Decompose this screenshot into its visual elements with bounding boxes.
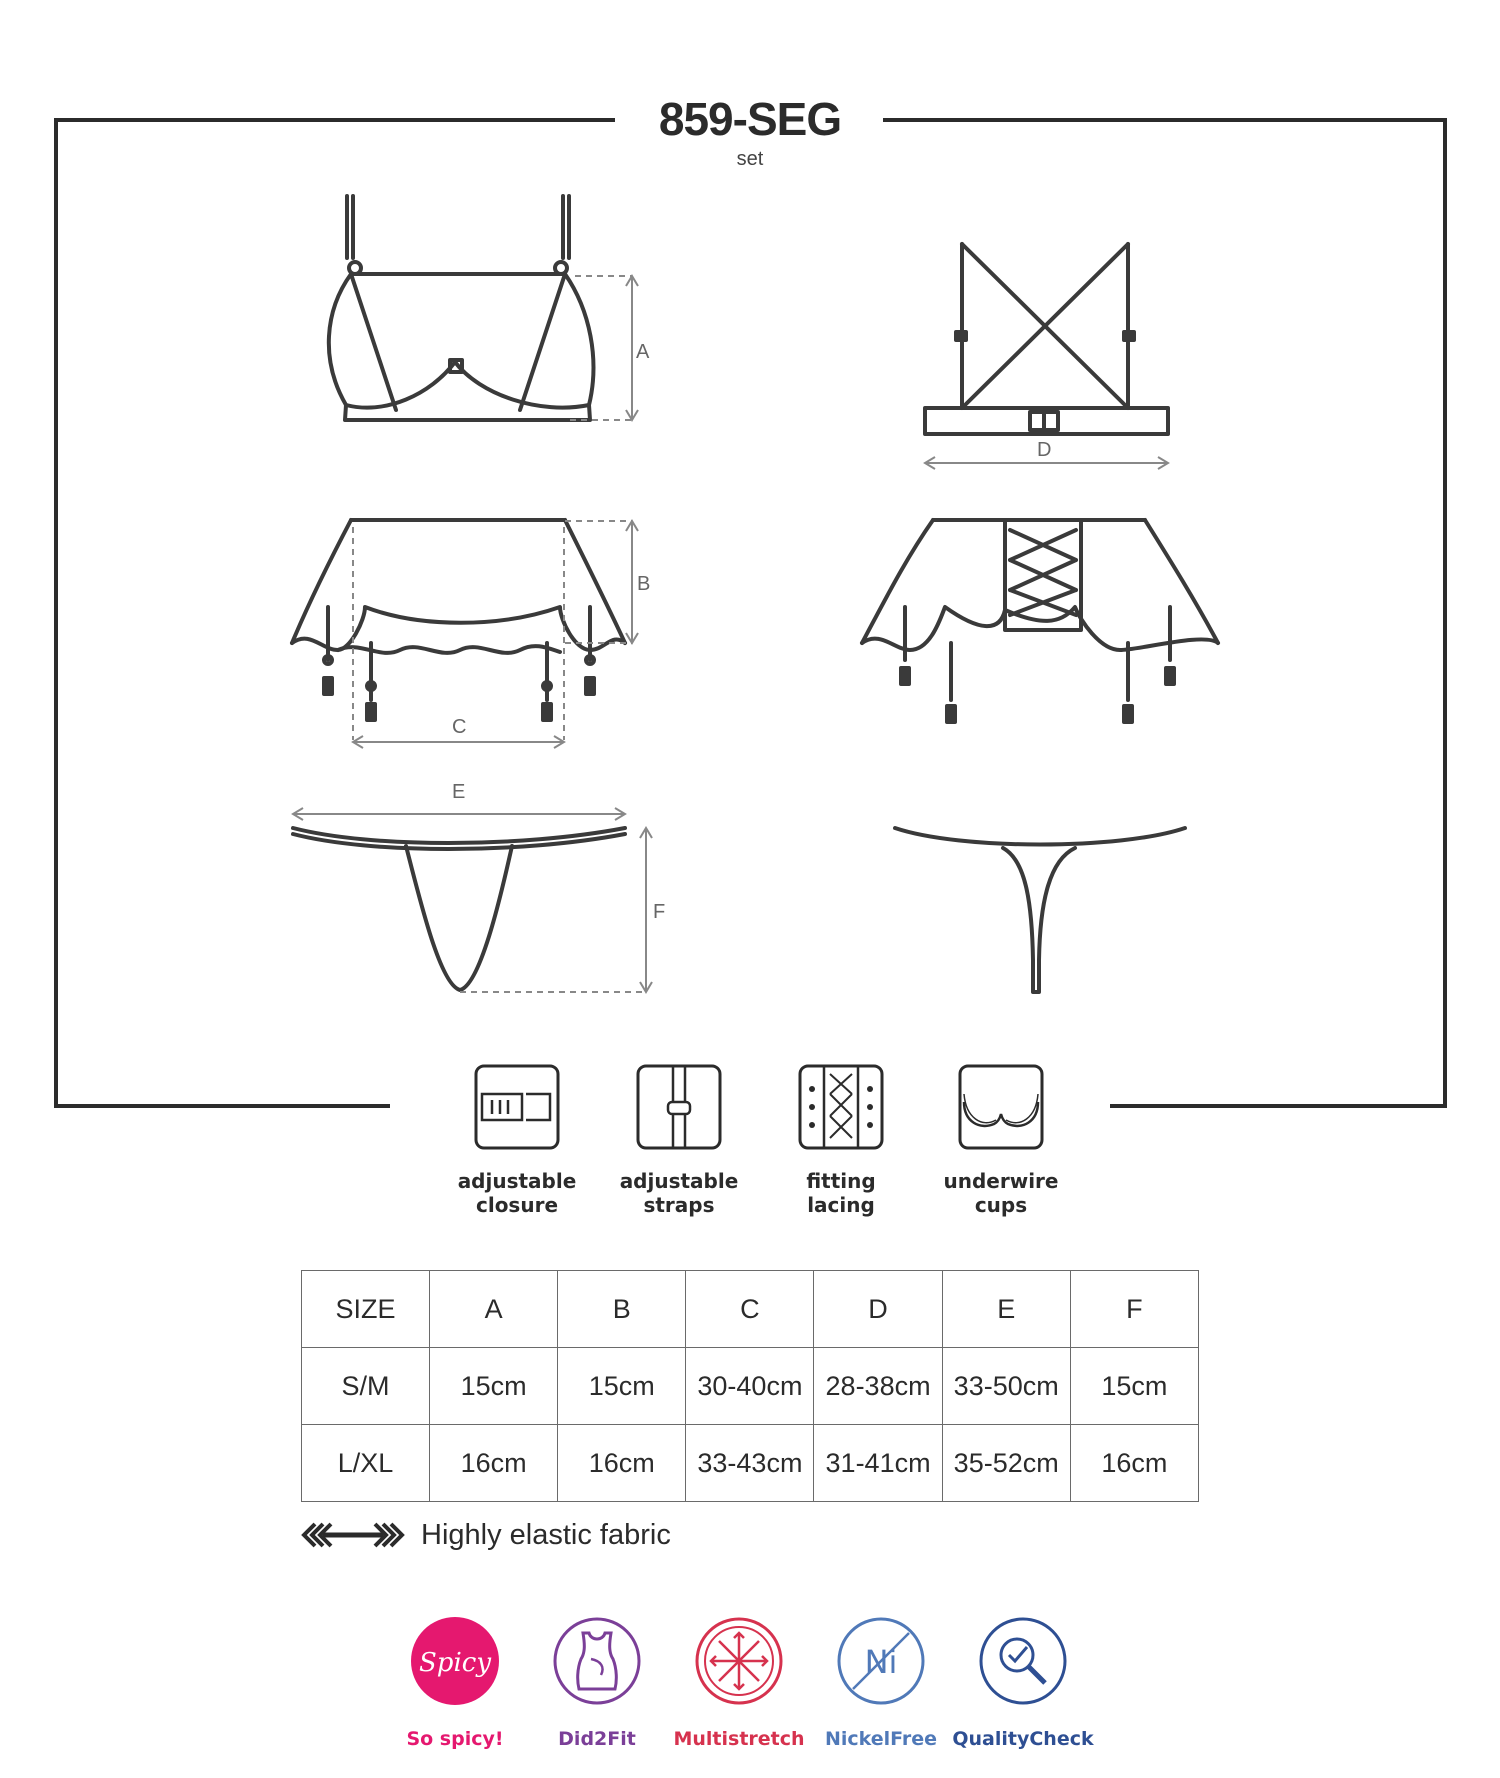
table-cell: S/M (302, 1348, 430, 1425)
badge-label: NickelFree (824, 1728, 938, 1750)
underwire-cups-icon (958, 1064, 1044, 1150)
table-cell: 35-52cm (942, 1425, 1070, 1502)
table-cell: 15cm (558, 1348, 686, 1425)
feature-label: underwire cups (943, 1169, 1059, 1217)
dimension-d-label: D (1037, 439, 1052, 461)
table-header-cell: E (942, 1271, 1070, 1348)
elastic-note-text: Highly elastic fabric (421, 1518, 671, 1551)
table-cell: 30-40cm (686, 1348, 814, 1425)
adjustable-straps-icon (636, 1064, 722, 1150)
table-row (302, 1425, 1199, 1502)
table-header-cell: SIZE (302, 1271, 430, 1348)
qualitycheck-icon (977, 1615, 1069, 1707)
badge-did2fit (522, 1615, 672, 1750)
table-cell: 15cm (1070, 1348, 1198, 1425)
badge-label: QualityCheck (952, 1728, 1094, 1750)
size-table (301, 1270, 1199, 1502)
feature-adjustable-closure (432, 1064, 602, 1217)
dimension-c-label: C (452, 716, 467, 738)
table-cell: L/XL (302, 1425, 430, 1502)
table-cell: 28-38cm (814, 1348, 942, 1425)
table-cell: 31-41cm (814, 1425, 942, 1502)
dimension-e-label: E (452, 781, 466, 803)
table-cell: 16cm (558, 1425, 686, 1502)
adjustable-closure-icon (474, 1064, 560, 1150)
table-cell: 33-50cm (942, 1348, 1070, 1425)
elastic-arrow-icon (301, 1520, 405, 1550)
dimension-a (570, 276, 650, 420)
feature-label: adjustable closure (457, 1169, 577, 1217)
did2fit-icon (551, 1615, 643, 1707)
feature-underwire-cups (916, 1064, 1086, 1217)
garter-belt-front-drawing (292, 520, 625, 720)
badge-label: So spicy! (406, 1728, 504, 1750)
table-header-cell: D (814, 1271, 942, 1348)
badge-label: Did2Fit (558, 1728, 636, 1750)
nickelfree-icon (835, 1615, 927, 1707)
table-cell: 16cm (430, 1425, 558, 1502)
multistretch-icon (693, 1615, 785, 1707)
thong-back-drawing (895, 828, 1185, 992)
dimension-a-label: A (636, 341, 650, 363)
elastic-note (301, 1515, 671, 1555)
feature-label: fitting lacing (806, 1169, 876, 1217)
table-header-cell: C (686, 1271, 814, 1348)
badge-nickelfree (806, 1615, 956, 1750)
feature-adjustable-straps (594, 1064, 764, 1217)
table-header-cell: B (558, 1271, 686, 1348)
badge-qualitycheck (948, 1615, 1098, 1750)
badge-multistretch (664, 1615, 814, 1750)
feature-fitting-lacing (756, 1064, 926, 1217)
fitting-lacing-icon (798, 1064, 884, 1150)
dimension-c (353, 527, 564, 748)
table-header-cell: A (430, 1271, 558, 1348)
dimension-f-label: F (653, 901, 666, 923)
table-cell: 16cm (1070, 1425, 1198, 1502)
dimension-b (565, 521, 650, 643)
table-cell: 33-43cm (686, 1425, 814, 1502)
thong-front-drawing (293, 828, 625, 990)
dimension-d (925, 439, 1168, 469)
bra-front-drawing (329, 196, 594, 420)
svg-text:Ni: Ni (864, 1643, 898, 1681)
badge-so-spicy (380, 1615, 530, 1750)
dimension-f (460, 828, 665, 992)
bra-back-drawing (925, 244, 1168, 434)
frame-border (56, 120, 1445, 1106)
product-code: 859-SEG (658, 93, 842, 145)
table-header-cell: F (1070, 1271, 1198, 1348)
garter-belt-back-drawing (862, 520, 1218, 722)
table-row (302, 1348, 1199, 1425)
dimension-b-label: B (637, 573, 651, 595)
feature-label: adjustable straps (619, 1169, 739, 1217)
table-cell: 15cm (430, 1348, 558, 1425)
badge-label: Multistretch (673, 1728, 805, 1750)
svg-text:Spicy: Spicy (418, 1648, 492, 1678)
table-header-row (302, 1271, 1199, 1348)
dimension-e (293, 781, 625, 820)
spicy-icon (409, 1615, 501, 1707)
product-type: set (736, 148, 764, 170)
